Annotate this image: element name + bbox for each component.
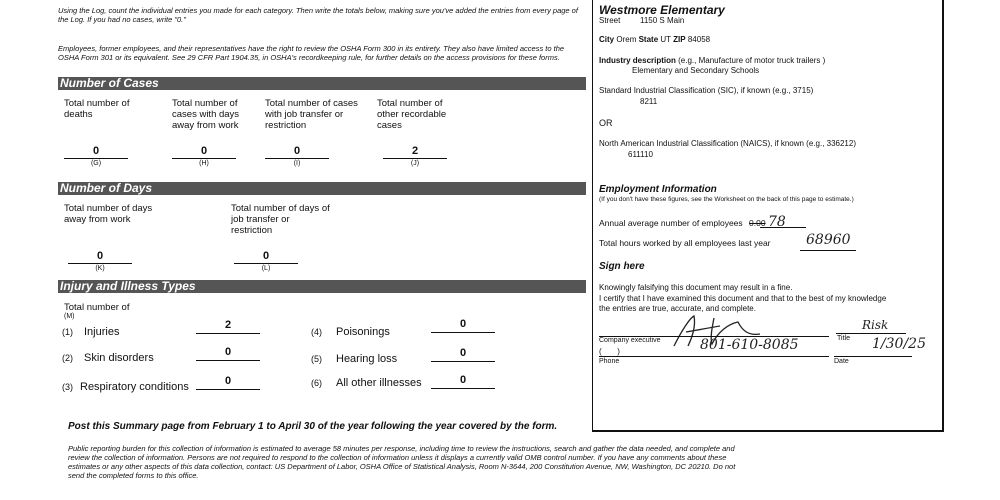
count-instructions: Using the Log, count the individual entries you made for each category. Then write the totals below, making sure you've added the entries from every page of the Log. If you had no cases, write "0." [58, 6, 578, 24]
deaths-label: Total number of deaths [64, 98, 130, 120]
days-away-label: Total number of days away from work [64, 203, 153, 225]
days-away-cases-label: Total number of cases with days away from work [172, 98, 240, 131]
other-cases-underline [383, 158, 447, 159]
injuries-value[interactable]: 2 [224, 319, 232, 331]
poisonings-label: Poisonings [336, 326, 390, 338]
poisonings-underline [431, 332, 495, 333]
industry-hint: (e.g., Manufacture of motor truck trailers ) [678, 56, 826, 65]
rights-notice: Employees, former employees, and their representatives have the right to review the OSHA Form 300 in its entirety. They also have limited access to the OSHA Form 301 or its equivalent. See 29 CFR Part 1904.35, in OSHA's recordkeeping rule, for further details on the access provisions for these forms. [58, 44, 565, 62]
phone-label: Phone [599, 358, 620, 365]
industry-value[interactable]: Elementary and Secondary Schools [632, 66, 760, 75]
hearing-value[interactable]: 0 [459, 347, 467, 359]
hearing-underline [431, 361, 495, 362]
title-label: Title [837, 335, 850, 342]
types-total-label: Total number of [64, 302, 130, 313]
transfer-cases-code: (I) [293, 160, 301, 167]
hearing-num: (5) [311, 354, 322, 364]
respiratory-value[interactable]: 0 [224, 375, 232, 387]
hearing-label: Hearing loss [336, 353, 398, 365]
days-heading: Number of Days [58, 182, 586, 195]
state-label: State [638, 35, 659, 44]
deaths-underline [64, 158, 128, 159]
employment-heading: Employment Information [599, 184, 717, 195]
employees-struck: 0.00 [749, 218, 766, 228]
types-heading: Injury and Illness Types [58, 280, 586, 293]
transfer-cases-label: Total number of cases with job transfer or restriction [265, 98, 358, 131]
street-label: Street [599, 16, 621, 25]
title-underline [836, 333, 906, 334]
injuries-num: (1) [62, 327, 73, 337]
employees-row [599, 214, 786, 230]
days-transfer-underline [234, 263, 298, 264]
hours-value[interactable]: 68960 [806, 232, 851, 248]
days-away-cases-underline [172, 158, 236, 159]
phone-underline [599, 356, 829, 357]
sign-heading: Sign here [599, 261, 645, 272]
phone-paren: ( ) [599, 347, 620, 356]
city-row [599, 35, 710, 44]
sign-warning: Knowingly falsifying this document may result in a fine. [599, 283, 793, 292]
or-text: OR [599, 118, 613, 128]
poisonings-num: (4) [311, 327, 322, 337]
date-underline [834, 356, 912, 357]
cases-heading: Number of Cases [58, 77, 586, 90]
days-away-value[interactable]: 0 [96, 250, 104, 262]
days-away-cases-value[interactable]: 0 [200, 145, 208, 157]
respiratory-underline [196, 389, 260, 390]
zip-label: ZIP [673, 35, 686, 44]
other-cases-value[interactable]: 2 [411, 145, 419, 157]
other-cases-label: Total number of other recordable cases [377, 98, 447, 131]
post-notice: Post this Summary page from February 1 to April 30 of the year following the year covered by the form. [68, 421, 558, 432]
poisonings-value[interactable]: 0 [459, 318, 467, 330]
other-illnesses-num: (6) [311, 378, 322, 388]
skin-underline [196, 360, 260, 361]
state-value[interactable]: UT [660, 35, 671, 44]
other-illnesses-value[interactable]: 0 [459, 374, 467, 386]
skin-label: Skin disorders [84, 352, 154, 364]
other-illnesses-underline [431, 388, 495, 389]
employment-note: (If you don't have these figures, see the Worksheet on the back of this page to estimate.) [599, 196, 854, 203]
zip-value[interactable]: 84058 [687, 35, 711, 44]
burden-statement: Public reporting burden for this collection of information is estimated to average 58 minutes per response, including time to review the instructions, search and gather the data needed, and complete and review the collection of information. Persons are not required to respond to the collection of information unless it displays a currently valid OMB control number. If you have any comments about these estimates or any other aspects of this data collection, contact: US Department of Labor, OSHA Office of Statistical Analysis, Room N-3644, 200 Constitution Avenue, NW, Washington, DC 20210. Do not send the completed forms to this office. [68, 444, 736, 480]
industry-label: Industry description [599, 56, 676, 65]
injuries-label: Injuries [84, 326, 120, 338]
exec-label: Company executive [599, 337, 661, 344]
city-value[interactable]: Orem [616, 35, 637, 44]
certify-text: I certify that I have examined this document and that to the best of my knowledge the entries are true, accurate, and complete. [599, 294, 887, 313]
phone-value[interactable]: 801-610-8085 [700, 337, 799, 353]
days-away-cases-code: (H) [199, 160, 209, 167]
skin-value[interactable]: 0 [224, 346, 232, 358]
employees-label: Annual average number of employees [599, 218, 743, 228]
days-away-code: (K) [95, 265, 105, 272]
transfer-cases-underline [265, 158, 329, 159]
days-transfer-code: (L) [261, 265, 271, 272]
days-transfer-value[interactable]: 0 [262, 250, 270, 262]
date-label: Date [834, 358, 849, 365]
establishment-name[interactable]: Westmore Elementary [599, 3, 725, 17]
sic-value[interactable]: 8211 [640, 97, 658, 106]
naics-label: North American Industrial Classification (NAICS), if known (e.g., 336212) [599, 139, 856, 148]
hours-label: Total hours worked by all employees last year [599, 238, 771, 248]
hours-underline [800, 250, 856, 251]
types-total-code: (M) [64, 313, 75, 320]
other-cases-code: (J) [410, 160, 420, 167]
deaths-value[interactable]: 0 [92, 145, 100, 157]
employees-underline [760, 227, 806, 228]
days-transfer-label: Total number of days of job transfer or restriction [231, 203, 330, 236]
naics-value[interactable]: 611110 [628, 150, 653, 159]
other-illnesses-label: All other illnesses [336, 377, 422, 389]
date-value[interactable]: 1/30/25 [872, 336, 926, 352]
injuries-underline [196, 333, 260, 334]
respiratory-label: Respiratory conditions [80, 381, 189, 393]
days-away-underline [68, 263, 132, 264]
industry-row [599, 56, 825, 65]
respiratory-num: (3) [62, 382, 73, 392]
employees-value[interactable]: 78 [767, 214, 786, 230]
street-value[interactable]: 1150 S Main [640, 16, 685, 25]
transfer-cases-value[interactable]: 0 [293, 145, 301, 157]
skin-num: (2) [62, 353, 73, 363]
sic-label: Standard Industrial Classification (SIC), if known (e.g., 3715) [599, 86, 814, 95]
deaths-code: (G) [90, 160, 102, 167]
title-value[interactable]: Risk [862, 318, 889, 332]
city-label: City [599, 35, 615, 44]
